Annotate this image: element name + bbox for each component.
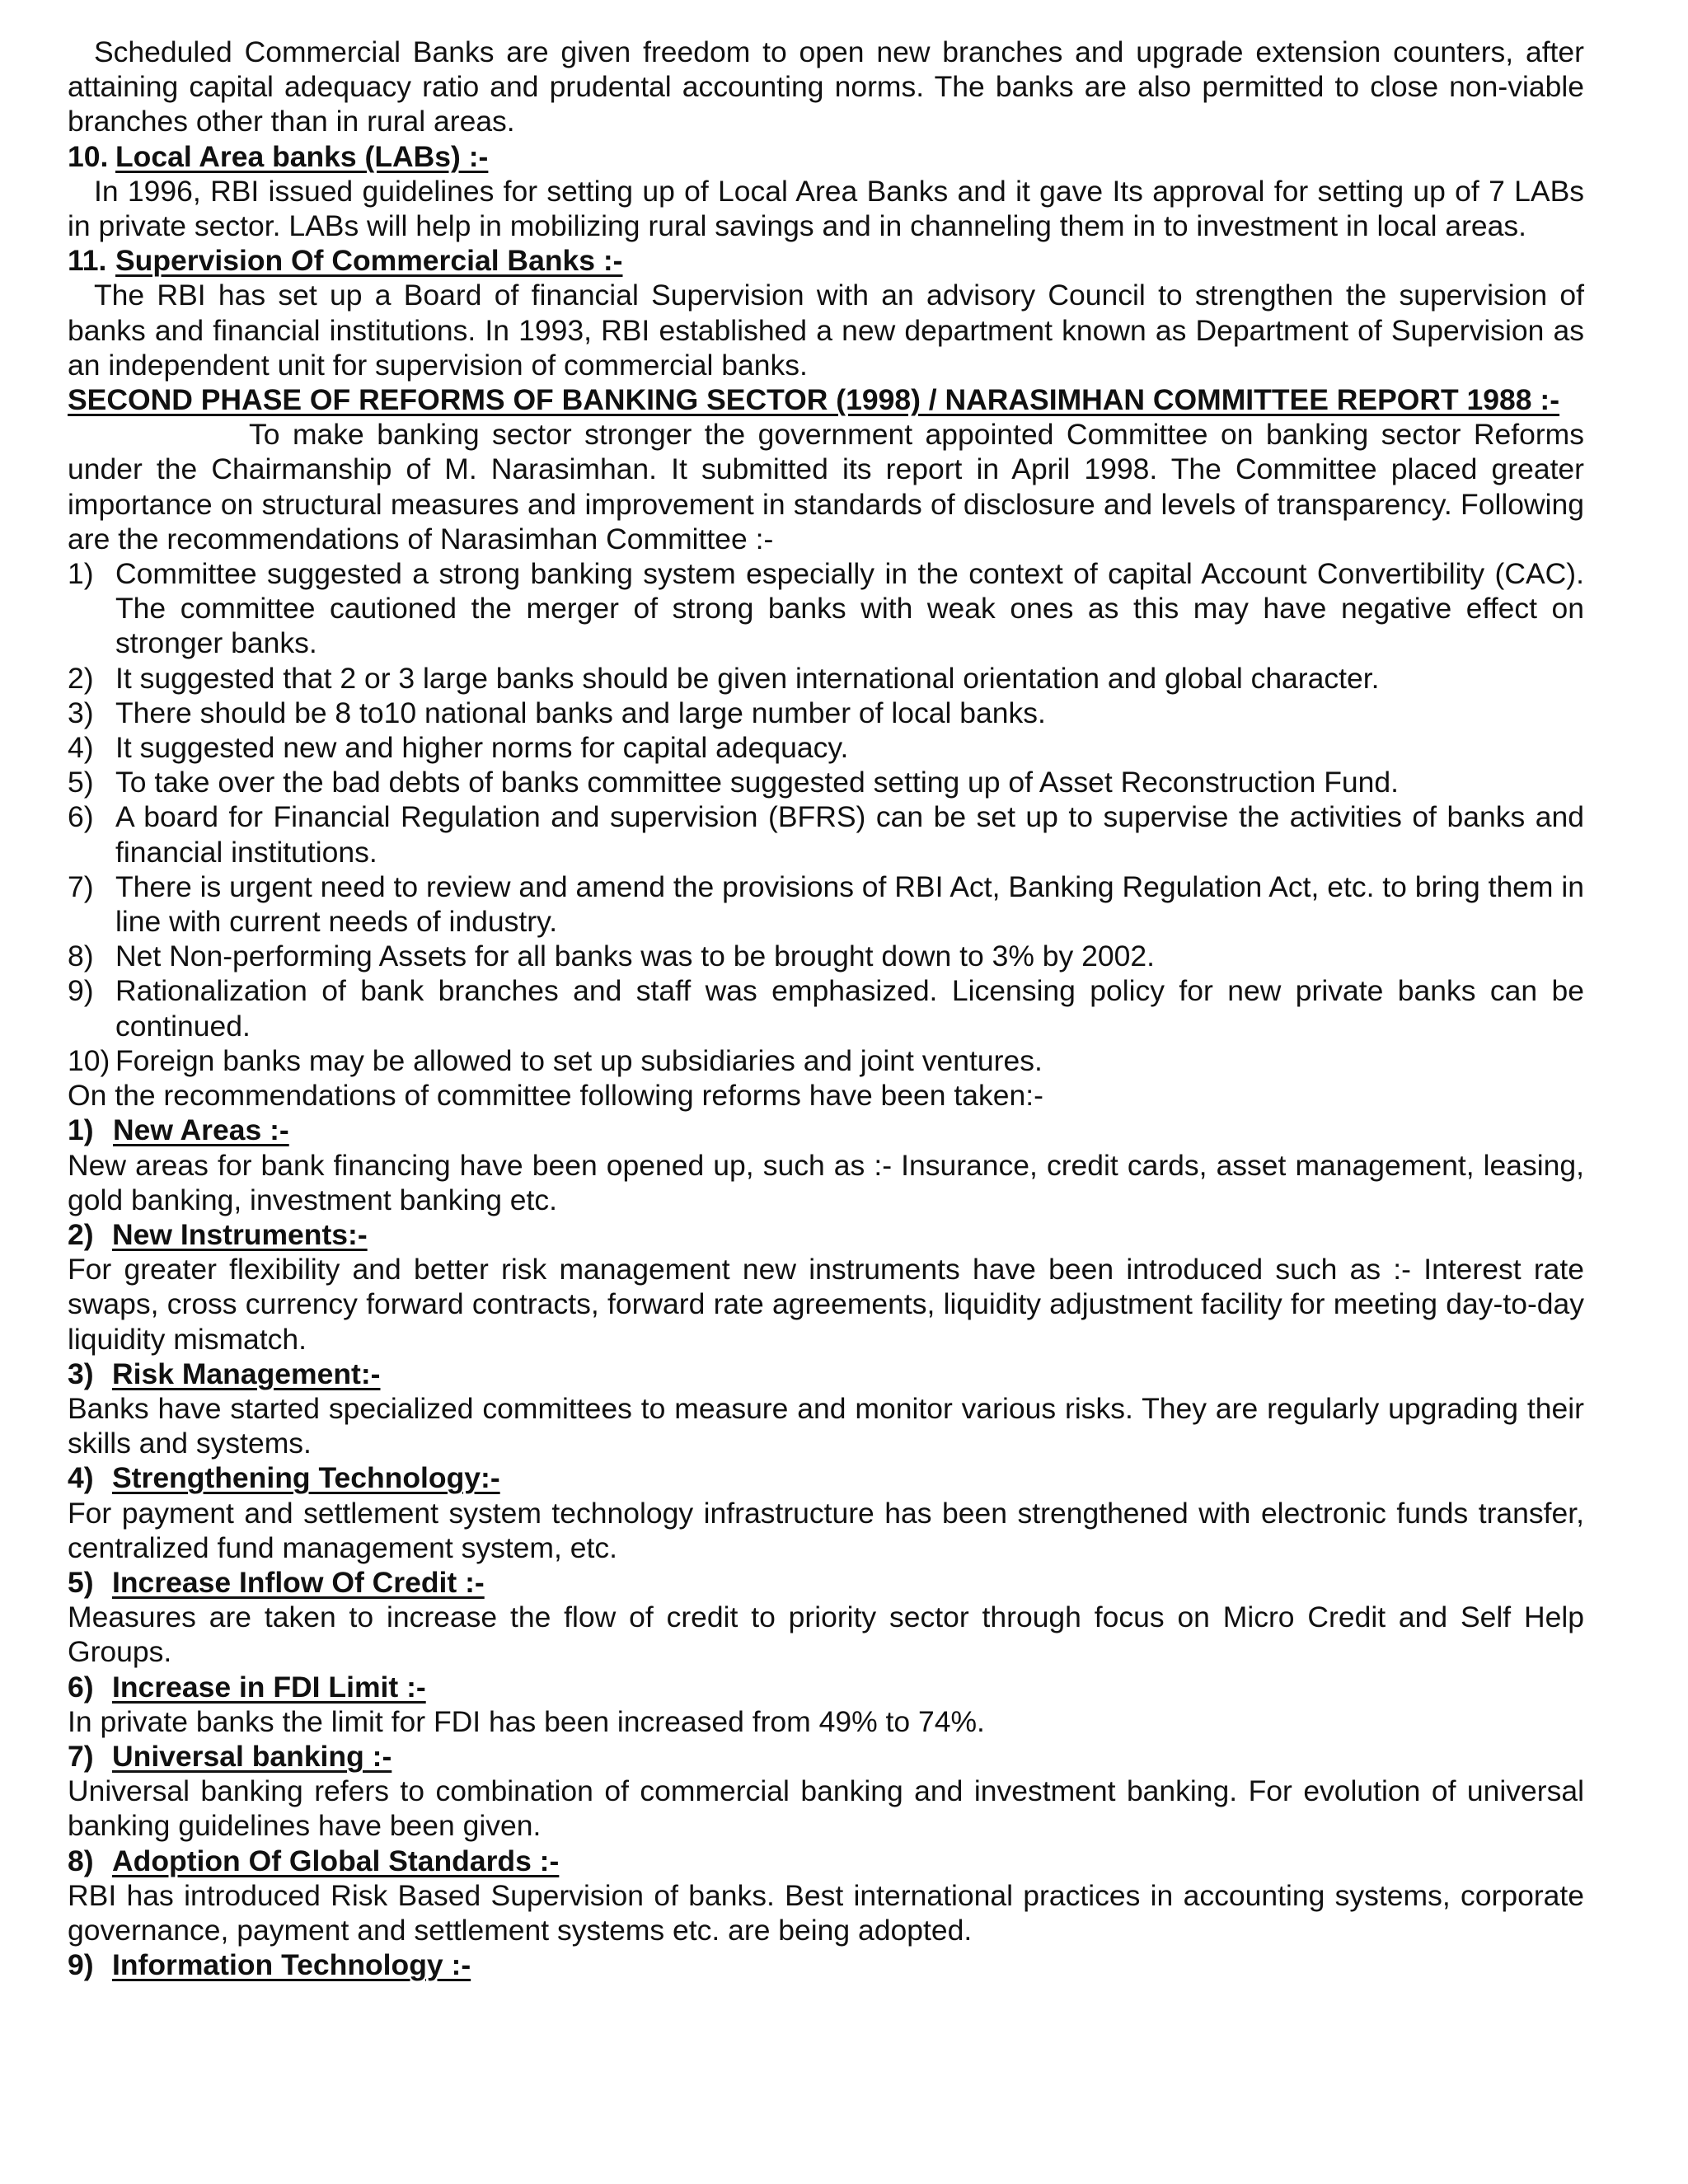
- second-phase-title: SECOND PHASE OF REFORMS OF BANKING SECTOR (1998) / NARASIMHAN COMMITTEE REPORT 1988 :-: [68, 383, 1560, 417]
- recommendation-item: [68, 1043, 1584, 1078]
- recommendation-item: [68, 869, 1584, 939]
- recommendation-text: There should be 8 to10 national banks and large number of local banks.: [115, 696, 1046, 729]
- reform-body: For payment and settlement system technology infrastructure has been strengthened with electronic funds transfer, centralized fund management system, etc.: [68, 1496, 1584, 1564]
- reform-body: Universal banking refers to combination of commercial banking and investment banking. For evolution of universal banking guidelines have been given.: [68, 1774, 1584, 1843]
- document-page: [68, 35, 1584, 1982]
- recommendations-list: [68, 556, 1584, 1078]
- recommendation-text: Foreign banks may be allowed to set up subsidiaries and joint ventures.: [115, 1043, 1043, 1077]
- reform-number: 6): [68, 1670, 94, 1704]
- recommendation-text: A board for Financial Regulation and supervision (BFRS) can be set up to supervise the activities of banks and financial institutions.: [115, 800, 1584, 869]
- recommendation-item: [68, 661, 1584, 696]
- recommendation-number: 9): [68, 974, 94, 1008]
- reform-title: New Instruments:-: [112, 1217, 368, 1251]
- recommendation-number: 4): [68, 731, 94, 765]
- recommendation-item: [68, 765, 1584, 799]
- recommendation-number: 1): [68, 557, 94, 591]
- recommendation-item: [68, 696, 1584, 730]
- recommendation-number: 2): [68, 661, 94, 695]
- intro-paragraph: Scheduled Commercial Banks are given freedom to open new branches and upgrade extension counters, after attaining capital adequacy ratio and prudental accounting norms. The banks are also permitted to close non-viable branches other than in rural areas.: [68, 35, 1584, 138]
- reform-body: Banks have started specialized committees to measure and monitor various risks. They are regularly upgrading their skills and systems.: [68, 1391, 1584, 1460]
- reform-number: 3): [68, 1357, 94, 1390]
- reform-title: Increase in FDI Limit :-: [112, 1670, 426, 1704]
- recommendation-text: To take over the bad debts of banks committee suggested setting up of Asset Reconstruction Fund.: [115, 766, 1399, 799]
- reform-heading-universal-banking: [68, 1739, 1584, 1774]
- reform-body: In private banks the limit for FDI has been increased from 49% to 74%.: [68, 1704, 985, 1738]
- reform-title: Information Technology :-: [112, 1948, 471, 1982]
- reform-body: For greater flexibility and better risk management new instruments have been introduced such as :- Interest rate swaps, cross currency forward contracts, forward rate agreements, liquidity adjustment facility for meeting day-to-day liquidity mismatch.: [68, 1253, 1584, 1356]
- section-heading-supervision: [68, 243, 1584, 278]
- recommendation-item: [68, 939, 1584, 973]
- reform-heading-new-areas: [68, 1113, 1584, 1147]
- recommendation-text: It suggested that 2 or 3 large banks should be given international orientation and global character.: [115, 661, 1380, 695]
- reform-number: 8): [68, 1844, 94, 1877]
- reform-number: 2): [68, 1217, 94, 1251]
- reform-title: Increase Inflow Of Credit :-: [112, 1565, 485, 1599]
- reform-body: Measures are taken to increase the flow of credit to priority sector through focus on Micro Credit and Self Help Groups.: [68, 1601, 1584, 1669]
- reform-title: Strengthening Technology:-: [112, 1461, 500, 1495]
- second-phase-intro: To make banking sector stronger the government appointed Committee on banking sector Reforms under the Chairmanship of M. Narasimhan. It submitted its report in April 1998. The Committee placed greater importance on structural measures and improvement in standards of disclosure and levels of transparency. Following are the recommendations of Narasimhan Committee :-: [68, 418, 1584, 555]
- reform-heading-adoption-of-global-standards: [68, 1844, 1584, 1878]
- recommendation-number: 6): [68, 800, 94, 834]
- reform-title: Risk Management:-: [112, 1357, 381, 1390]
- reform-heading-increase-in-fdi-limit: [68, 1670, 1584, 1704]
- reform-title: Universal banking :-: [112, 1739, 392, 1773]
- recommendation-text: There is urgent need to review and amend the provisions of RBI Act, Banking Regulation Act, etc. to bring them in line with current needs of industry.: [115, 869, 1584, 939]
- section-body-supervision: The RBI has set up a Board of financial Supervision with an advisory Council to strengthen the supervision of banks and financial institutions. In 1993, RBI established a new department known as Department of Supervision as an independent unit for supervision of commercial banks.: [68, 279, 1584, 382]
- recommendation-number: 8): [68, 940, 94, 973]
- recommendation-item: [68, 799, 1584, 869]
- reform-number: 4): [68, 1461, 94, 1495]
- recommendation-number: 10): [68, 1043, 110, 1077]
- reform-title: Adoption Of Global Standards :-: [112, 1844, 560, 1877]
- reform-number: 7): [68, 1739, 94, 1773]
- reforms-transition: On the recommendations of committee following reforms have been taken:-: [68, 1079, 1043, 1113]
- reform-heading-strengthening-technology: [68, 1460, 1584, 1495]
- section-number: 11.: [68, 244, 107, 278]
- reform-number: 5): [68, 1565, 94, 1599]
- recommendation-text: Committee suggested a strong banking system especially in the context of capital Account Convertibility (CAC). The committee cautioned the merger of strong banks with weak ones as this may have negative effect on stronger banks.: [115, 557, 1584, 660]
- recommendation-number: 5): [68, 766, 94, 799]
- reform-heading-increase-inflow-of-credit: [68, 1565, 1584, 1600]
- section-title: Local Area banks (LABs) :-: [115, 139, 489, 173]
- reform-heading-new-instruments: [68, 1217, 1584, 1252]
- recommendation-number: 3): [68, 696, 94, 729]
- recommendation-item: [68, 973, 1584, 1043]
- section-body-local-area-banks: In 1996, RBI issued guidelines for setting up of Local Area Banks and it gave Its approval for setting up of 7 LABs in private sector. LABs will help in mobilizing rural savings and in channeling them in to investment in local areas.: [68, 174, 1584, 243]
- recommendation-text: Net Non-performing Assets for all banks was to be brought down to 3% by 2002.: [115, 940, 1155, 973]
- reform-title: New Areas :-: [113, 1113, 289, 1147]
- recommendation-item: [68, 730, 1584, 765]
- reform-heading-risk-management: [68, 1357, 1584, 1391]
- reform-body: New areas for bank financing have been opened up, such as :- Insurance, credit cards, asset management, leasing, gold banking, investment banking etc.: [68, 1148, 1584, 1216]
- reform-number: 1): [68, 1113, 94, 1147]
- reform-number: 9): [68, 1948, 94, 1982]
- section-number: 10.: [68, 139, 109, 173]
- recommendation-number: 7): [68, 869, 94, 903]
- section-heading-local-area-banks: [68, 139, 1584, 174]
- section-title: Supervision Of Commercial Banks :-: [115, 244, 623, 278]
- recommendation-text: Rationalization of bank branches and staff was emphasized. Licensing policy for new private banks can be continued.: [115, 974, 1584, 1043]
- recommendation-item: [68, 556, 1584, 661]
- reform-body: RBI has introduced Risk Based Supervision of banks. Best international practices in accounting systems, corporate governance, payment and settlement systems etc. are being adopted.: [68, 1878, 1584, 1947]
- recommendation-text: It suggested new and higher norms for capital adequacy.: [115, 731, 849, 765]
- reform-heading-information-technology: [68, 1947, 1584, 1982]
